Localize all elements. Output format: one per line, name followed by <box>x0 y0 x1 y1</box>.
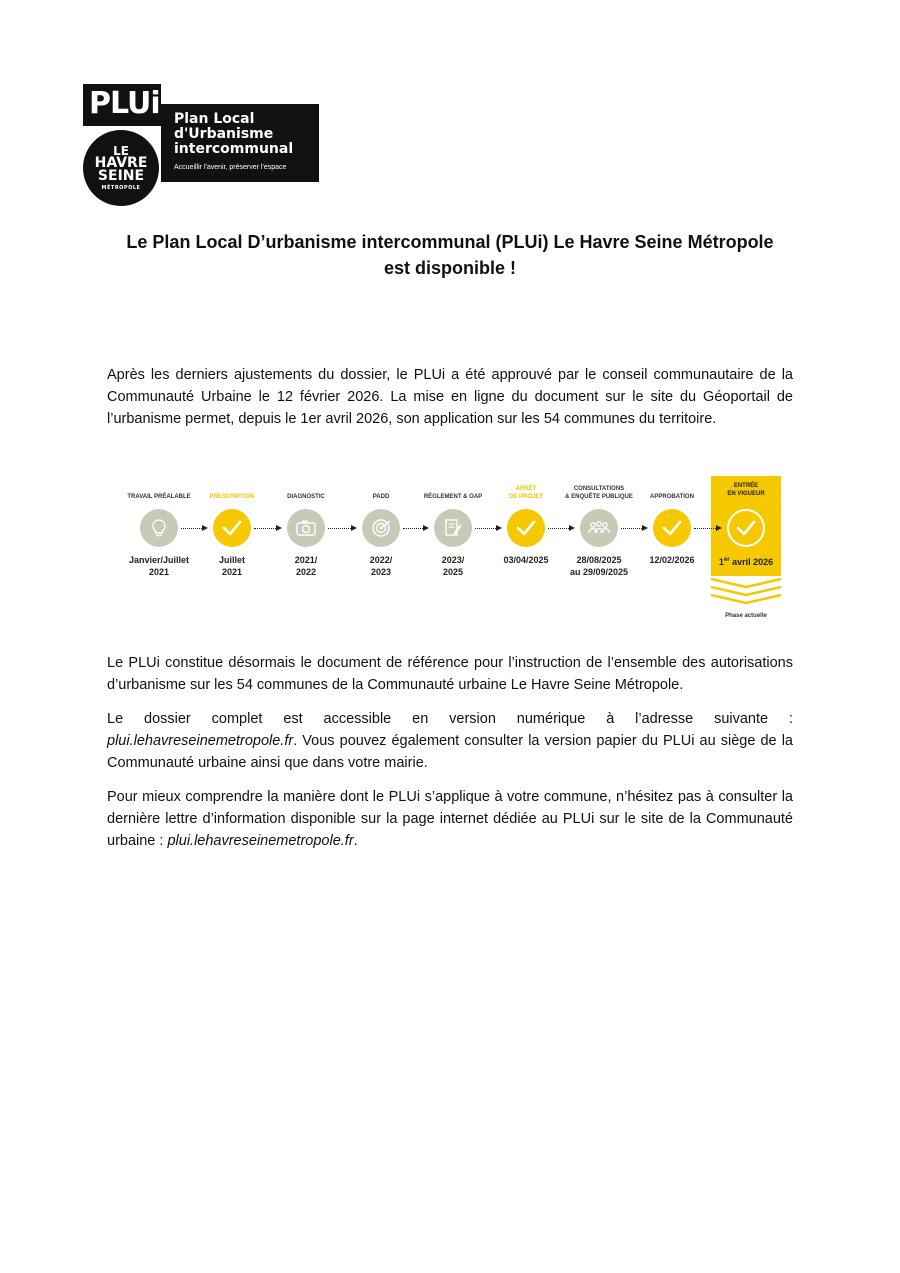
title-line2: est disponible ! <box>383 258 516 278</box>
step-circle-3 <box>287 509 325 547</box>
step-circle-6 <box>507 509 545 547</box>
timeline-arrow-head-5 <box>496 525 502 531</box>
step-circle-1 <box>140 509 178 547</box>
paragraph-newsletter <box>107 786 793 852</box>
paragraph-newsletter-before: Pour mieux comprendre la manière dont le PLUi s’applique à votre commune, n’hésitez pas à consulter la dernière lettre d’information disponible sur la page internet dédiée au PLUi sur le site de la Communauté urbaine : <box>107 789 793 849</box>
document-pen-icon <box>442 517 464 539</box>
logo-text-line1: Plan Local <box>174 111 255 127</box>
logo-tagline: Accueillir l'avenir, préserver l'espace <box>174 164 287 171</box>
check-icon <box>735 517 757 539</box>
timeline-arrow-line-7 <box>621 528 642 529</box>
plui-logo <box>83 84 323 206</box>
step-circle-2 <box>213 509 251 547</box>
step-date-2: Juillet 2021 <box>218 555 245 577</box>
logo-circle-line3: SEINE <box>97 168 145 184</box>
title-line1: Le Plan Local D’urbanisme intercommunal (PLUi) Le Havre Seine Métropole <box>126 232 774 252</box>
paragraph-access-before: Le dossier complet est accessible en version numérique à l’adresse suivante : <box>107 711 793 727</box>
timeline-arrow-line-5 <box>475 528 496 529</box>
step-date-6: 03/04/2025 <box>503 555 549 565</box>
people-icon <box>587 518 611 538</box>
timeline-arrow-head-4 <box>423 525 429 531</box>
step-label-5: RÈGLEMENT & OAP <box>423 494 483 500</box>
timeline-arrow-line-4 <box>403 528 423 529</box>
plui-website-link[interactable]: plui.lehavreseinemetropole.fr <box>107 733 294 749</box>
timeline-arrow-head-1 <box>202 525 208 531</box>
check-icon <box>221 517 243 539</box>
step-label-7: CONSULTATIONS & ENQUÊTE PUBLIQUE <box>565 486 633 500</box>
step-label-8: APPROBATION <box>650 494 694 500</box>
logo-circle-line2: HAVRE <box>94 155 148 171</box>
lightbulb-icon <box>149 517 169 539</box>
step-label-9: ENTRÉE EN VIGUEUR <box>727 483 765 497</box>
plui-website-link-2[interactable]: plui.lehavreseinemetropole.fr <box>167 833 354 849</box>
step-label-3: DIAGNOSTIC <box>287 494 325 500</box>
step-date-5: 2023/ 2025 <box>441 555 465 577</box>
step-date-1: Janvier/Juillet 2021 <box>128 555 190 577</box>
timeline-arrow-head-7 <box>642 525 648 531</box>
camera-icon <box>295 518 317 538</box>
logo-text-line3: intercommunal <box>174 141 294 157</box>
page-title <box>107 229 793 281</box>
step-circle-5 <box>434 509 472 547</box>
paragraph-approval: Après les derniers ajustements du dossier, le PLUi a été approuvé par le conseil communautaire de la Communauté Urbaine le 12 février 2026. La mise en ligne du document sur le site du Géoportail de l’urbanisme permet, depuis le 1er avril 2026, son application sur les 54 communes du territoire. <box>107 367 793 427</box>
chevron-3 <box>711 594 781 604</box>
check-icon <box>515 517 537 539</box>
logo-circle <box>83 130 159 206</box>
logo-plui-text: PLUi <box>89 86 160 121</box>
timeline-arrow-head-2 <box>276 525 282 531</box>
current-phase-label: Phase actuelle <box>725 613 767 619</box>
step-date-3: 2021/ 2022 <box>294 555 318 577</box>
logo-text-line2: d'Urbanisme <box>174 126 274 142</box>
logo-circle-line4: MÉTROPOLE <box>101 185 141 191</box>
timeline-arrow-line-3 <box>328 528 351 529</box>
step-date-9: 1er avril 2026 <box>718 557 774 567</box>
step-circle-7 <box>580 509 618 547</box>
paragraph-reference: Le PLUi constitue désormais le document de référence pour l’instruction de l’ensemble des autorisations d’urbanisme sur les 54 communes de la Communauté urbaine Le Havre Seine Métropole. <box>107 655 793 693</box>
step-label-4: PADD <box>372 494 390 500</box>
plui-timeline <box>110 474 800 626</box>
paragraph-access <box>107 708 793 774</box>
timeline-arrow-head-8 <box>716 525 722 531</box>
step-date-7: 28/08/2025 au 29/09/2025 <box>569 555 629 577</box>
step-label-1: TRAVAIL PRÉALABLE <box>127 494 191 500</box>
step-label-2: PRESCRIPTION <box>209 494 255 500</box>
timeline-arrow-head-6 <box>569 525 575 531</box>
step-circle-4 <box>362 509 400 547</box>
timeline-arrow-line-8 <box>694 528 716 529</box>
timeline-arrow-line-2 <box>254 528 276 529</box>
paragraph-access-after: . Vous pouvez également consulter la version papier du PLUi au siège de la Communauté urbaine ainsi que dans votre mairie. <box>107 733 793 771</box>
step-circle-8 <box>653 509 691 547</box>
timeline-arrow-line-6 <box>548 528 569 529</box>
timeline-arrow-head-3 <box>351 525 357 531</box>
step-circle-9 <box>727 509 765 547</box>
step-date-4: 2022/ 2023 <box>369 555 393 577</box>
paragraph-newsletter-after: . <box>353 833 358 849</box>
logo-circle-line1: LE <box>113 144 129 158</box>
step-date-8: 12/02/2026 <box>649 555 695 565</box>
timeline-arrow-line-1 <box>181 528 202 529</box>
check-icon <box>661 517 683 539</box>
target-icon <box>370 517 392 539</box>
step-label-6: ARRÊT DE PROJET <box>508 486 543 500</box>
